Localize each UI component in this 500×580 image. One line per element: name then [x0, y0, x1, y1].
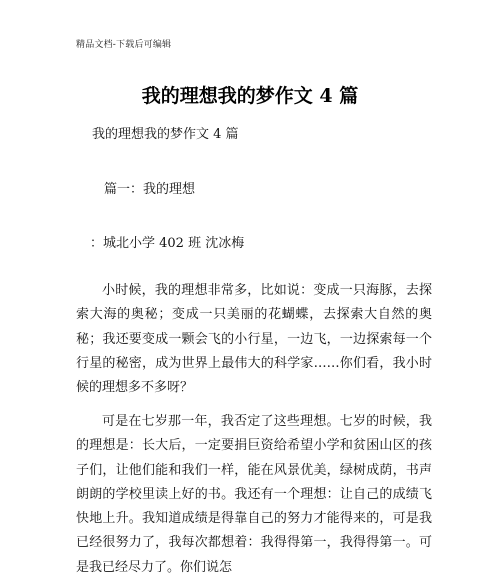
author-line: ：城北小学 402 班 沈冰梅 [90, 236, 245, 251]
body-paragraph: 可是在七岁那一年，我否定了这些理想。七岁的时候，我的理想是：长大后，一定要捐巨资给希望小学和贫困山区的孩子们，让他们能和我们一样，能在风景优美，绿树成荫，书声朗朗的学校里读上好的书。我还有一个理想：让自己的成绩飞快地上升。我知道成绩是得靠自己的努力才能得来的，可是我已经很努力了，我每次都想着：我得得第一，我得得第一。可是我已经尽力了。你们说怎 [76, 414, 432, 575]
section-heading: 篇一：我的理想 [104, 182, 196, 197]
body-paragraph: 小时候，我的理想非常多，比如说：变成一只海豚，去探索大海的奥秘；变成一只美丽的花蝴蝶，去探索大自然的奥秘；我还要变成一颗会飞的小行星，一边飞，一边探索每一个行星的秘密，成为世界上最伟大的科学家……你们看，我小时候的理想多不多呀？ [76, 283, 432, 396]
header-note: 精品文档-下载后可编辑 [76, 40, 172, 50]
document-title: 我的理想我的梦作文 4 篇 [141, 85, 359, 107]
document-subtitle: 我的理想我的梦作文 4 篇 [92, 127, 239, 142]
